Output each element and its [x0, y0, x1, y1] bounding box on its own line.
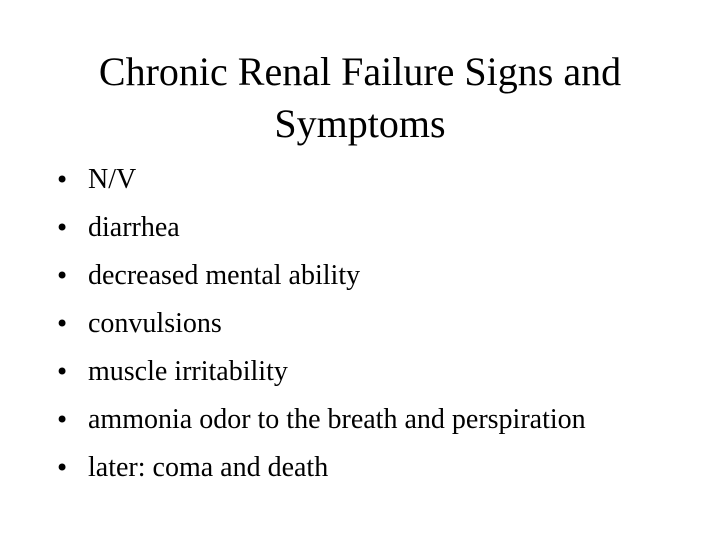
bullet-point-icon: • [55, 358, 70, 386]
bullet-point-icon: • [55, 214, 70, 242]
bullet-text: ammonia odor to the breath and perspiration [88, 404, 586, 435]
bullet-item-ammonia-odor [0, 402, 720, 450]
bullet-list [0, 162, 720, 498]
bullet-item-diarrhea [0, 210, 720, 258]
bullet-text: later: coma and death [88, 452, 329, 483]
slide-title-line-2: Symptoms [274, 101, 446, 146]
slide-title [40, 46, 680, 150]
bullet-point-icon: • [55, 262, 70, 290]
bullet-item-nv [0, 162, 720, 210]
bullet-text: N/V [88, 164, 137, 195]
bullet-point-icon: • [55, 454, 70, 482]
bullet-point-icon: • [55, 310, 70, 338]
bullet-item-decreased-mental-ability [0, 258, 720, 306]
slide-title-line-1: Chronic Renal Failure Signs and [98, 49, 622, 94]
bullet-text: convulsions [88, 308, 222, 339]
bullet-item-convulsions [0, 306, 720, 354]
bullet-text: muscle irritability [88, 356, 288, 387]
bullet-item-muscle-irritability [0, 354, 720, 402]
bullet-text: decreased mental ability [88, 260, 361, 291]
bullet-text: diarrhea [88, 212, 180, 243]
bullet-item-coma-and-death [0, 450, 720, 498]
bullet-point-icon: • [55, 406, 70, 434]
bullet-point-icon: • [55, 166, 70, 194]
